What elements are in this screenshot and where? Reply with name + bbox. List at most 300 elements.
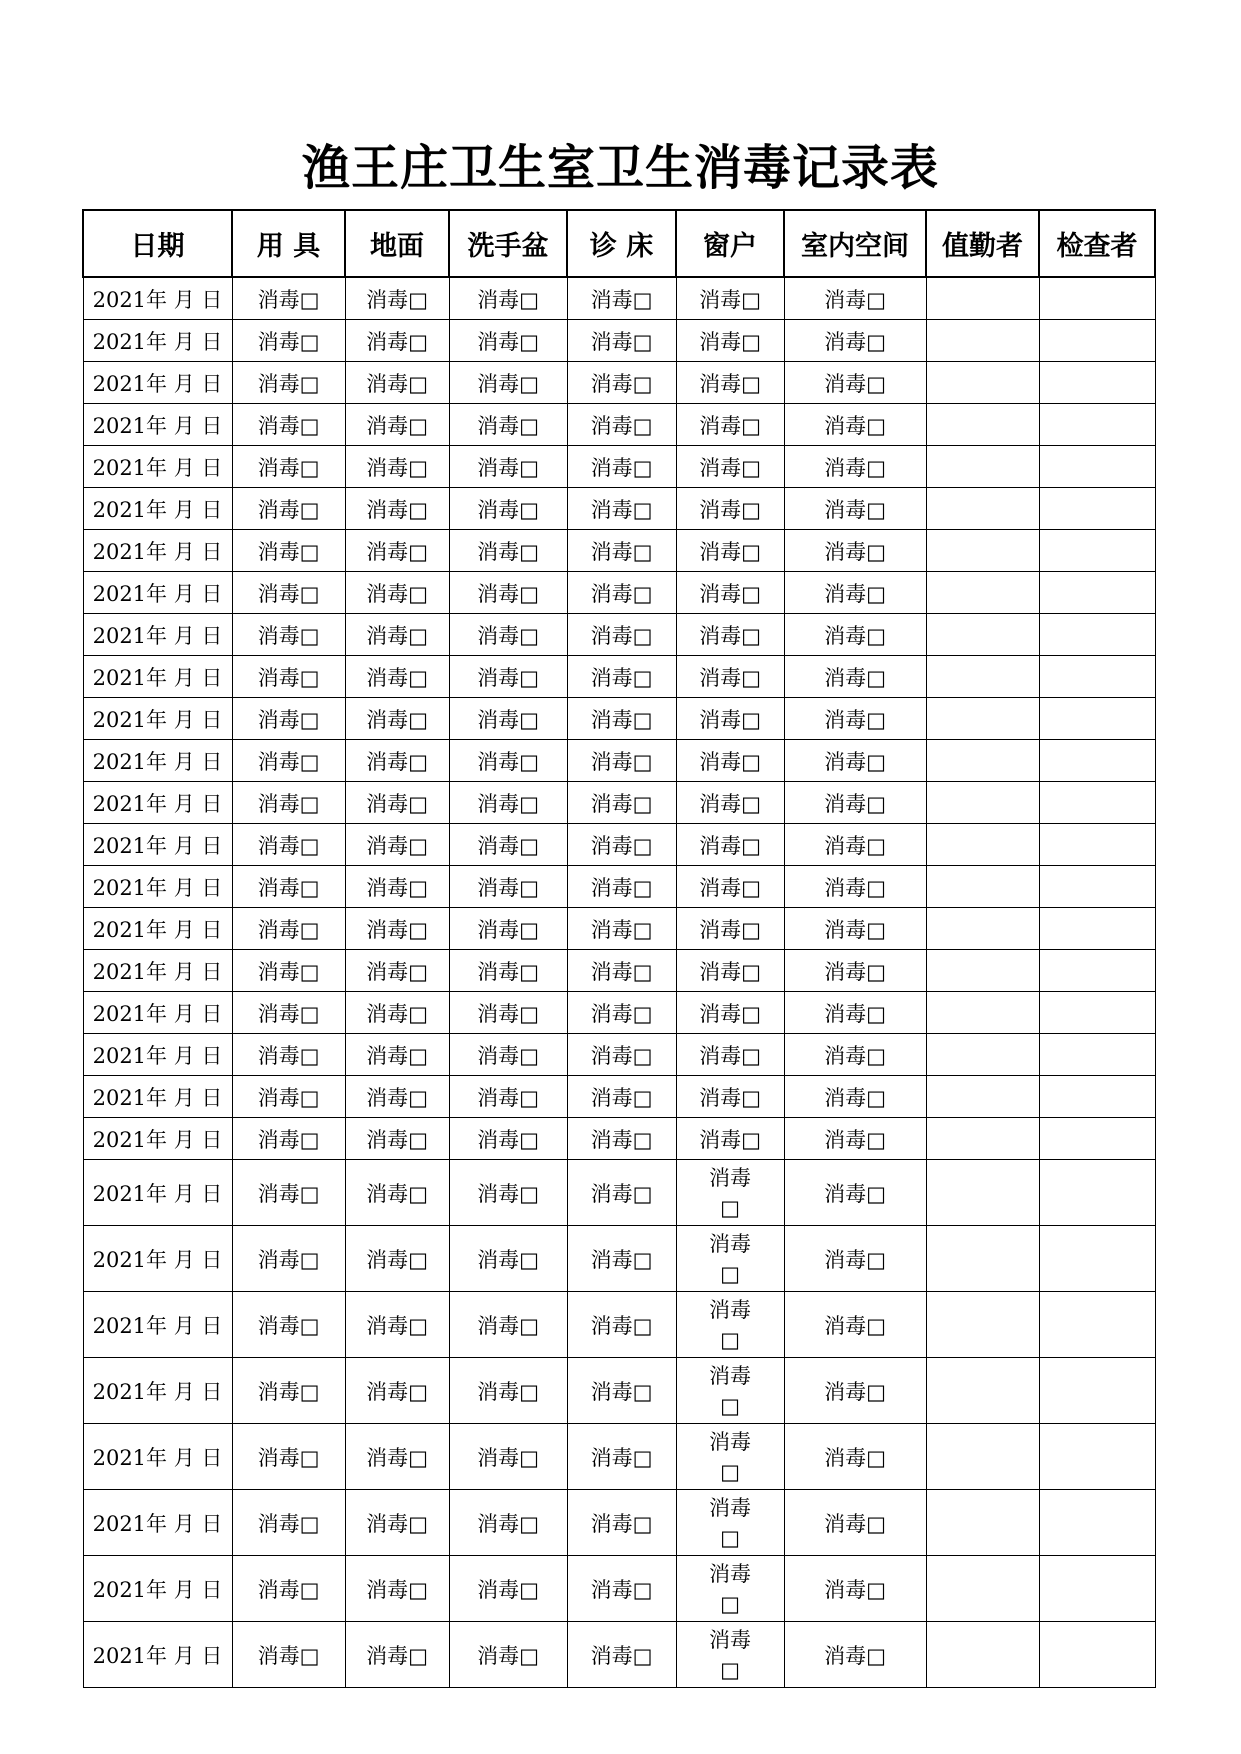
disinfect-floor-cell[interactable]: 消毒□ <box>345 1292 449 1358</box>
disinfect-exam-bed-cell[interactable]: 消毒□ <box>567 740 676 782</box>
disinfect-indoor-space-cell[interactable]: 消毒□ <box>784 1622 926 1688</box>
disinfect-window-cell[interactable] <box>676 1490 784 1556</box>
disinfect-window-cell[interactable]: 消毒□ <box>676 1076 784 1118</box>
inspector-cell[interactable] <box>1039 320 1155 362</box>
disinfect-utensils-cell[interactable]: 消毒□ <box>232 1556 345 1622</box>
disinfect-window-cell[interactable]: 消毒□ <box>676 614 784 656</box>
disinfect-exam-bed-cell[interactable]: 消毒□ <box>567 1118 676 1160</box>
on-duty-cell[interactable] <box>926 1622 1039 1688</box>
on-duty-cell[interactable] <box>926 530 1039 572</box>
inspector-cell[interactable] <box>1039 446 1155 488</box>
disinfect-exam-bed-cell[interactable]: 消毒□ <box>567 1358 676 1424</box>
disinfect-exam-bed-cell[interactable]: 消毒□ <box>567 782 676 824</box>
inspector-cell[interactable] <box>1039 1226 1155 1292</box>
disinfect-floor-cell[interactable]: 消毒□ <box>345 572 449 614</box>
date-cell: 2021年 月 日 <box>83 1160 232 1226</box>
disinfect-exam-bed-cell[interactable]: 消毒□ <box>567 572 676 614</box>
disinfect-utensils-cell[interactable]: 消毒□ <box>232 446 345 488</box>
date-cell: 2021年 月 日 <box>83 908 232 950</box>
disinfect-indoor-space-cell[interactable]: 消毒□ <box>784 740 926 782</box>
disinfect-checkbox-label: 消毒□ <box>709 1297 751 1352</box>
disinfect-window-cell[interactable]: 消毒□ <box>676 740 784 782</box>
disinfect-window-cell[interactable]: 消毒□ <box>676 866 784 908</box>
disinfect-utensils-cell[interactable]: 消毒□ <box>232 1622 345 1688</box>
disinfect-window-cell[interactable]: 消毒□ <box>676 782 784 824</box>
on-duty-cell[interactable] <box>926 1226 1039 1292</box>
date-cell: 2021年 月 日 <box>83 950 232 992</box>
disinfect-exam-bed-cell[interactable]: 消毒□ <box>567 1490 676 1556</box>
disinfect-utensils-cell[interactable]: 消毒□ <box>232 866 345 908</box>
disinfect-exam-bed-cell[interactable]: 消毒□ <box>567 824 676 866</box>
disinfect-indoor-space-cell[interactable]: 消毒□ <box>784 1292 926 1358</box>
disinfect-utensils-cell[interactable]: 消毒□ <box>232 614 345 656</box>
disinfect-indoor-space-cell[interactable]: 消毒□ <box>784 277 926 320</box>
disinfect-indoor-space-cell[interactable]: 消毒□ <box>784 698 926 740</box>
disinfect-window-cell[interactable]: 消毒□ <box>676 1118 784 1160</box>
disinfect-utensils-cell[interactable]: 消毒□ <box>232 404 345 446</box>
inspector-cell[interactable] <box>1039 656 1155 698</box>
table-row <box>83 740 1155 782</box>
inspector-cell[interactable] <box>1039 1118 1155 1160</box>
disinfect-floor-cell[interactable]: 消毒□ <box>345 446 449 488</box>
disinfect-exam-bed-cell[interactable]: 消毒□ <box>567 488 676 530</box>
on-duty-cell[interactable] <box>926 404 1039 446</box>
disinfect-exam-bed-cell[interactable]: 消毒□ <box>567 404 676 446</box>
disinfect-exam-bed-cell[interactable]: 消毒□ <box>567 277 676 320</box>
disinfect-window-cell[interactable]: 消毒□ <box>676 1034 784 1076</box>
disinfect-utensils-cell[interactable]: 消毒□ <box>232 824 345 866</box>
disinfect-sink-cell[interactable]: 消毒□ <box>449 404 567 446</box>
disinfect-floor-cell[interactable]: 消毒□ <box>345 1424 449 1490</box>
inspector-cell[interactable] <box>1039 404 1155 446</box>
date-cell: 2021年 月 日 <box>83 1076 232 1118</box>
date-cell: 2021年 月 日 <box>83 698 232 740</box>
disinfect-window-cell[interactable]: 消毒□ <box>676 992 784 1034</box>
inspector-cell[interactable] <box>1039 572 1155 614</box>
disinfect-sink-cell[interactable]: 消毒□ <box>449 908 567 950</box>
inspector-cell[interactable] <box>1039 488 1155 530</box>
disinfect-sink-cell[interactable]: 消毒□ <box>449 530 567 572</box>
date-cell: 2021年 月 日 <box>83 1490 232 1556</box>
inspector-cell[interactable] <box>1039 1424 1155 1490</box>
inspector-cell[interactable] <box>1039 824 1155 866</box>
table-row <box>83 656 1155 698</box>
inspector-cell[interactable] <box>1039 362 1155 404</box>
disinfect-utensils-cell[interactable]: 消毒□ <box>232 530 345 572</box>
disinfect-window-cell[interactable]: 消毒□ <box>676 572 784 614</box>
disinfect-exam-bed-cell[interactable]: 消毒□ <box>567 1292 676 1358</box>
disinfect-exam-bed-cell[interactable]: 消毒□ <box>567 362 676 404</box>
disinfect-checkbox-label: 消毒□ <box>709 1495 751 1550</box>
disinfect-checkbox-label: 消毒□ <box>709 1561 751 1616</box>
disinfect-sink-cell[interactable]: 消毒□ <box>449 1556 567 1622</box>
disinfect-window-cell[interactable]: 消毒□ <box>676 362 784 404</box>
disinfect-exam-bed-cell[interactable]: 消毒□ <box>567 1622 676 1688</box>
inspector-cell[interactable] <box>1039 1034 1155 1076</box>
disinfect-window-cell[interactable] <box>676 1226 784 1292</box>
disinfect-window-cell[interactable] <box>676 1292 784 1358</box>
date-cell: 2021年 月 日 <box>83 1118 232 1160</box>
on-duty-cell[interactable] <box>926 950 1039 992</box>
on-duty-cell[interactable] <box>926 1556 1039 1622</box>
inspector-cell[interactable] <box>1039 698 1155 740</box>
disinfect-sink-cell[interactable]: 消毒□ <box>449 782 567 824</box>
disinfect-exam-bed-cell[interactable]: 消毒□ <box>567 320 676 362</box>
table-row <box>83 1424 1155 1490</box>
disinfect-floor-cell[interactable]: 消毒□ <box>345 1490 449 1556</box>
table-row <box>83 1160 1155 1226</box>
disinfect-floor-cell[interactable]: 消毒□ <box>345 740 449 782</box>
on-duty-cell[interactable] <box>926 572 1039 614</box>
disinfect-exam-bed-cell[interactable]: 消毒□ <box>567 1226 676 1292</box>
disinfect-sink-cell[interactable]: 消毒□ <box>449 656 567 698</box>
disinfect-indoor-space-cell[interactable]: 消毒□ <box>784 992 926 1034</box>
date-cell: 2021年 月 日 <box>83 740 232 782</box>
disinfect-sink-cell[interactable]: 消毒□ <box>449 277 567 320</box>
disinfect-exam-bed-cell[interactable]: 消毒□ <box>567 698 676 740</box>
disinfect-sink-cell[interactable]: 消毒□ <box>449 1034 567 1076</box>
disinfect-utensils-cell[interactable]: 消毒□ <box>232 992 345 1034</box>
table-row <box>83 614 1155 656</box>
disinfect-exam-bed-cell[interactable]: 消毒□ <box>567 446 676 488</box>
table-row <box>83 1622 1155 1688</box>
inspector-cell[interactable] <box>1039 1622 1155 1688</box>
date-cell: 2021年 月 日 <box>83 320 232 362</box>
disinfect-indoor-space-cell[interactable]: 消毒□ <box>784 824 926 866</box>
table-row <box>83 404 1155 446</box>
disinfect-utensils-cell[interactable]: 消毒□ <box>232 362 345 404</box>
date-cell: 2021年 月 日 <box>83 1556 232 1622</box>
inspector-cell[interactable] <box>1039 530 1155 572</box>
table-row <box>83 950 1155 992</box>
disinfect-floor-cell[interactable]: 消毒□ <box>345 1076 449 1118</box>
date-cell: 2021年 月 日 <box>83 404 232 446</box>
on-duty-cell[interactable] <box>926 362 1039 404</box>
disinfect-checkbox-label: 消毒□ <box>709 1165 751 1220</box>
disinfect-sink-cell[interactable]: 消毒□ <box>449 320 567 362</box>
disinfect-sink-cell[interactable]: 消毒□ <box>449 1358 567 1424</box>
disinfect-exam-bed-cell[interactable]: 消毒□ <box>567 1034 676 1076</box>
on-duty-cell[interactable] <box>926 1034 1039 1076</box>
table-row <box>83 572 1155 614</box>
disinfect-indoor-space-cell[interactable]: 消毒□ <box>784 530 926 572</box>
disinfect-floor-cell[interactable]: 消毒□ <box>345 1622 449 1688</box>
date-cell: 2021年 月 日 <box>83 1424 232 1490</box>
on-duty-cell[interactable] <box>926 782 1039 824</box>
inspector-cell[interactable] <box>1039 1160 1155 1226</box>
disinfect-indoor-space-cell[interactable]: 消毒□ <box>784 572 926 614</box>
on-duty-cell[interactable] <box>926 1358 1039 1424</box>
disinfect-sink-cell[interactable]: 消毒□ <box>449 362 567 404</box>
on-duty-cell[interactable] <box>926 1424 1039 1490</box>
disinfect-window-cell[interactable]: 消毒□ <box>676 488 784 530</box>
disinfect-window-cell[interactable]: 消毒□ <box>676 950 784 992</box>
inspector-cell[interactable] <box>1039 782 1155 824</box>
disinfect-indoor-space-cell[interactable]: 消毒□ <box>784 362 926 404</box>
disinfect-sink-cell[interactable]: 消毒□ <box>449 740 567 782</box>
disinfect-exam-bed-cell[interactable]: 消毒□ <box>567 530 676 572</box>
table-row <box>83 866 1155 908</box>
table-row <box>83 698 1155 740</box>
disinfect-floor-cell[interactable]: 消毒□ <box>345 362 449 404</box>
disinfect-checkbox-label: 消毒□ <box>709 1231 751 1286</box>
on-duty-cell[interactable] <box>926 1292 1039 1358</box>
table-body <box>83 277 1155 1688</box>
disinfect-floor-cell[interactable]: 消毒□ <box>345 1118 449 1160</box>
inspector-cell[interactable] <box>1039 992 1155 1034</box>
disinfect-sink-cell[interactable]: 消毒□ <box>449 698 567 740</box>
date-cell: 2021年 月 日 <box>83 1358 232 1424</box>
date-cell: 2021年 月 日 <box>83 1034 232 1076</box>
header-date: 日期 <box>83 210 232 277</box>
disinfect-sink-cell[interactable]: 消毒□ <box>449 1292 567 1358</box>
disinfect-utensils-cell[interactable]: 消毒□ <box>232 277 345 320</box>
disinfect-floor-cell[interactable]: 消毒□ <box>345 1358 449 1424</box>
disinfect-indoor-space-cell[interactable]: 消毒□ <box>784 1076 926 1118</box>
disinfect-sink-cell[interactable]: 消毒□ <box>449 992 567 1034</box>
disinfect-exam-bed-cell[interactable]: 消毒□ <box>567 908 676 950</box>
on-duty-cell[interactable] <box>926 1118 1039 1160</box>
disinfect-exam-bed-cell[interactable]: 消毒□ <box>567 992 676 1034</box>
inspector-cell[interactable] <box>1039 1292 1155 1358</box>
table-row <box>83 1358 1155 1424</box>
inspector-cell[interactable] <box>1039 740 1155 782</box>
disinfect-exam-bed-cell[interactable]: 消毒□ <box>567 656 676 698</box>
disinfect-indoor-space-cell[interactable]: 消毒□ <box>784 446 926 488</box>
disinfect-utensils-cell[interactable]: 消毒□ <box>232 740 345 782</box>
disinfect-floor-cell[interactable]: 消毒□ <box>345 824 449 866</box>
disinfect-utensils-cell[interactable]: 消毒□ <box>232 1034 345 1076</box>
disinfect-indoor-space-cell[interactable]: 消毒□ <box>784 782 926 824</box>
inspector-cell[interactable] <box>1039 1556 1155 1622</box>
page-title: 渔王庄卫生室卫生消毒记录表 <box>301 140 939 196</box>
inspector-cell[interactable] <box>1039 866 1155 908</box>
disinfect-indoor-space-cell[interactable]: 消毒□ <box>784 1490 926 1556</box>
disinfect-window-cell[interactable]: 消毒□ <box>676 320 784 362</box>
disinfect-indoor-space-cell[interactable]: 消毒□ <box>784 908 926 950</box>
disinfect-utensils-cell[interactable]: 消毒□ <box>232 572 345 614</box>
disinfect-floor-cell[interactable]: 消毒□ <box>345 1034 449 1076</box>
disinfect-sink-cell[interactable]: 消毒□ <box>449 1424 567 1490</box>
disinfect-sink-cell[interactable]: 消毒□ <box>449 866 567 908</box>
on-duty-cell[interactable] <box>926 1076 1039 1118</box>
disinfect-floor-cell[interactable]: 消毒□ <box>345 488 449 530</box>
table-row <box>83 1034 1155 1076</box>
disinfect-indoor-space-cell[interactable]: 消毒□ <box>784 1118 926 1160</box>
header-on-duty: 值勤者 <box>926 210 1039 277</box>
disinfect-window-cell[interactable]: 消毒□ <box>676 404 784 446</box>
disinfect-utensils-cell[interactable]: 消毒□ <box>232 1226 345 1292</box>
disinfect-floor-cell[interactable]: 消毒□ <box>345 320 449 362</box>
disinfect-indoor-space-cell[interactable]: 消毒□ <box>784 488 926 530</box>
disinfect-floor-cell[interactable]: 消毒□ <box>345 782 449 824</box>
table-row <box>83 782 1155 824</box>
disinfect-utensils-cell[interactable]: 消毒□ <box>232 950 345 992</box>
disinfect-window-cell[interactable]: 消毒□ <box>676 277 784 320</box>
disinfect-exam-bed-cell[interactable]: 消毒□ <box>567 950 676 992</box>
disinfect-floor-cell[interactable]: 消毒□ <box>345 656 449 698</box>
on-duty-cell[interactable] <box>926 446 1039 488</box>
on-duty-cell[interactable] <box>926 277 1039 320</box>
disinfect-window-cell[interactable] <box>676 1358 784 1424</box>
disinfect-indoor-space-cell[interactable]: 消毒□ <box>784 950 926 992</box>
disinfect-sink-cell[interactable]: 消毒□ <box>449 824 567 866</box>
disinfect-sink-cell[interactable]: 消毒□ <box>449 1226 567 1292</box>
date-cell: 2021年 月 日 <box>83 530 232 572</box>
disinfect-utensils-cell[interactable]: 消毒□ <box>232 908 345 950</box>
on-duty-cell[interactable] <box>926 866 1039 908</box>
disinfect-floor-cell[interactable]: 消毒□ <box>345 698 449 740</box>
disinfect-sink-cell[interactable]: 消毒□ <box>449 950 567 992</box>
header-row <box>83 210 1155 277</box>
date-cell: 2021年 月 日 <box>83 362 232 404</box>
disinfect-floor-cell[interactable]: 消毒□ <box>345 530 449 572</box>
disinfect-exam-bed-cell[interactable]: 消毒□ <box>567 1076 676 1118</box>
disinfect-floor-cell[interactable]: 消毒□ <box>345 992 449 1034</box>
disinfect-utensils-cell[interactable]: 消毒□ <box>232 488 345 530</box>
disinfect-floor-cell[interactable]: 消毒□ <box>345 1226 449 1292</box>
date-cell: 2021年 月 日 <box>83 488 232 530</box>
disinfect-window-cell[interactable] <box>676 1424 784 1490</box>
disinfect-sink-cell[interactable]: 消毒□ <box>449 1490 567 1556</box>
table-row <box>83 1292 1155 1358</box>
date-cell: 2021年 月 日 <box>83 277 232 320</box>
disinfect-indoor-space-cell[interactable]: 消毒□ <box>784 1160 926 1226</box>
disinfect-indoor-space-cell[interactable]: 消毒□ <box>784 1226 926 1292</box>
disinfect-window-cell[interactable]: 消毒□ <box>676 446 784 488</box>
disinfect-window-cell[interactable] <box>676 1622 784 1688</box>
disinfect-utensils-cell[interactable]: 消毒□ <box>232 698 345 740</box>
disinfect-indoor-space-cell[interactable]: 消毒□ <box>784 404 926 446</box>
disinfect-floor-cell[interactable]: 消毒□ <box>345 277 449 320</box>
disinfect-utensils-cell[interactable]: 消毒□ <box>232 1160 345 1226</box>
inspector-cell[interactable] <box>1039 950 1155 992</box>
disinfect-floor-cell[interactable]: 消毒□ <box>345 1160 449 1226</box>
header-indoor-space: 室内空间 <box>784 210 926 277</box>
date-cell: 2021年 月 日 <box>83 1226 232 1292</box>
disinfect-sink-cell[interactable]: 消毒□ <box>449 572 567 614</box>
disinfect-exam-bed-cell[interactable]: 消毒□ <box>567 1424 676 1490</box>
disinfect-utensils-cell[interactable]: 消毒□ <box>232 1076 345 1118</box>
disinfect-indoor-space-cell[interactable]: 消毒□ <box>784 320 926 362</box>
date-cell: 2021年 月 日 <box>83 782 232 824</box>
disinfect-utensils-cell[interactable]: 消毒□ <box>232 320 345 362</box>
table-row <box>83 1556 1155 1622</box>
disinfect-floor-cell[interactable]: 消毒□ <box>345 1556 449 1622</box>
table-row <box>83 530 1155 572</box>
table-row <box>83 446 1155 488</box>
disinfect-indoor-space-cell[interactable]: 消毒□ <box>784 1034 926 1076</box>
disinfect-window-cell[interactable]: 消毒□ <box>676 908 784 950</box>
disinfect-utensils-cell[interactable]: 消毒□ <box>232 1490 345 1556</box>
date-cell: 2021年 月 日 <box>83 992 232 1034</box>
on-duty-cell[interactable] <box>926 320 1039 362</box>
disinfect-utensils-cell[interactable]: 消毒□ <box>232 1358 345 1424</box>
disinfect-indoor-space-cell[interactable]: 消毒□ <box>784 1556 926 1622</box>
disinfect-exam-bed-cell[interactable]: 消毒□ <box>567 1160 676 1226</box>
on-duty-cell[interactable] <box>926 656 1039 698</box>
table-row <box>83 1226 1155 1292</box>
disinfect-exam-bed-cell[interactable]: 消毒□ <box>567 614 676 656</box>
inspector-cell[interactable] <box>1039 614 1155 656</box>
inspector-cell[interactable] <box>1039 277 1155 320</box>
disinfect-sink-cell[interactable]: 消毒□ <box>449 446 567 488</box>
disinfect-floor-cell[interactable]: 消毒□ <box>345 404 449 446</box>
disinfect-checkbox-label: 消毒□ <box>709 1363 751 1418</box>
inspector-cell[interactable] <box>1039 1076 1155 1118</box>
disinfect-utensils-cell[interactable]: 消毒□ <box>232 656 345 698</box>
inspector-cell[interactable] <box>1039 908 1155 950</box>
disinfect-exam-bed-cell[interactable]: 消毒□ <box>567 1556 676 1622</box>
disinfect-sink-cell[interactable]: 消毒□ <box>449 488 567 530</box>
disinfect-indoor-space-cell[interactable]: 消毒□ <box>784 656 926 698</box>
disinfect-floor-cell[interactable]: 消毒□ <box>345 950 449 992</box>
date-cell: 2021年 月 日 <box>83 866 232 908</box>
disinfect-window-cell[interactable]: 消毒□ <box>676 698 784 740</box>
header-window: 窗户 <box>676 210 784 277</box>
header-exam-bed: 诊 床 <box>567 210 676 277</box>
on-duty-cell[interactable] <box>926 1160 1039 1226</box>
date-cell: 2021年 月 日 <box>83 614 232 656</box>
disinfect-indoor-space-cell[interactable]: 消毒□ <box>784 614 926 656</box>
inspector-cell[interactable] <box>1039 1490 1155 1556</box>
on-duty-cell[interactable] <box>926 698 1039 740</box>
disinfect-sink-cell[interactable]: 消毒□ <box>449 1118 567 1160</box>
disinfect-floor-cell[interactable]: 消毒□ <box>345 866 449 908</box>
disinfect-window-cell[interactable] <box>676 1160 784 1226</box>
disinfect-indoor-space-cell[interactable]: 消毒□ <box>784 866 926 908</box>
disinfect-window-cell[interactable]: 消毒□ <box>676 824 784 866</box>
disinfect-utensils-cell[interactable]: 消毒□ <box>232 1118 345 1160</box>
on-duty-cell[interactable] <box>926 908 1039 950</box>
disinfect-sink-cell[interactable]: 消毒□ <box>449 614 567 656</box>
disinfect-window-cell[interactable] <box>676 1556 784 1622</box>
on-duty-cell[interactable] <box>926 488 1039 530</box>
disinfect-indoor-space-cell[interactable]: 消毒□ <box>784 1424 926 1490</box>
disinfect-sink-cell[interactable]: 消毒□ <box>449 1076 567 1118</box>
disinfect-window-cell[interactable]: 消毒□ <box>676 530 784 572</box>
table-row <box>83 1118 1155 1160</box>
on-duty-cell[interactable] <box>926 1490 1039 1556</box>
disinfect-sink-cell[interactable]: 消毒□ <box>449 1160 567 1226</box>
disinfect-utensils-cell[interactable]: 消毒□ <box>232 782 345 824</box>
disinfect-exam-bed-cell[interactable]: 消毒□ <box>567 866 676 908</box>
date-cell: 2021年 月 日 <box>83 1292 232 1358</box>
on-duty-cell[interactable] <box>926 824 1039 866</box>
header-floor: 地面 <box>345 210 449 277</box>
table-row <box>83 992 1155 1034</box>
disinfect-sink-cell[interactable]: 消毒□ <box>449 1622 567 1688</box>
inspector-cell[interactable] <box>1039 1358 1155 1424</box>
disinfect-window-cell[interactable]: 消毒□ <box>676 656 784 698</box>
on-duty-cell[interactable] <box>926 992 1039 1034</box>
disinfect-floor-cell[interactable]: 消毒□ <box>345 614 449 656</box>
table-row <box>83 1490 1155 1556</box>
date-cell: 2021年 月 日 <box>83 446 232 488</box>
disinfect-utensils-cell[interactable]: 消毒□ <box>232 1424 345 1490</box>
table-row <box>83 362 1155 404</box>
disinfect-floor-cell[interactable]: 消毒□ <box>345 908 449 950</box>
header-sink: 洗手盆 <box>449 210 567 277</box>
date-cell: 2021年 月 日 <box>83 824 232 866</box>
disinfect-indoor-space-cell[interactable]: 消毒□ <box>784 1358 926 1424</box>
on-duty-cell[interactable] <box>926 614 1039 656</box>
header-inspector: 检查者 <box>1039 210 1155 277</box>
disinfect-utensils-cell[interactable]: 消毒□ <box>232 1292 345 1358</box>
on-duty-cell[interactable] <box>926 740 1039 782</box>
table-row <box>83 824 1155 866</box>
date-cell: 2021年 月 日 <box>83 656 232 698</box>
